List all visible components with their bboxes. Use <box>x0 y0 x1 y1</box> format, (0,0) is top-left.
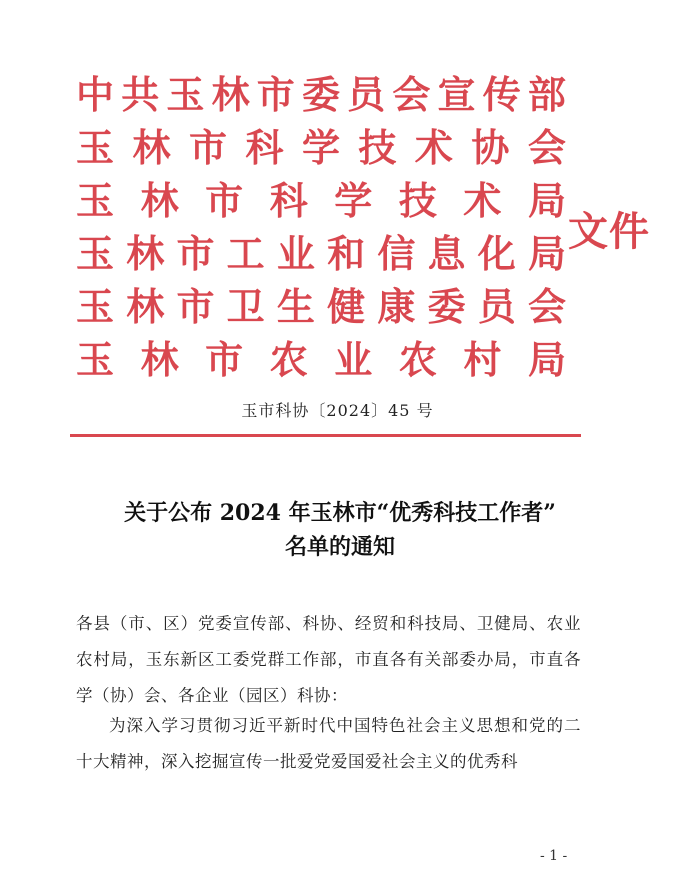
issuer-char: 玉 <box>76 125 115 170</box>
red-divider-line <box>70 434 581 437</box>
issuer-char: 农 <box>398 337 437 382</box>
issuer-char: 委 <box>301 72 340 117</box>
issuer-char: 员 <box>347 72 386 117</box>
issuer-char: 玉 <box>76 284 115 329</box>
document-title <box>70 496 610 564</box>
issuer-char: 业 <box>276 231 315 276</box>
issuer-char: 农 <box>269 337 308 382</box>
issuer-char: 健 <box>327 284 366 329</box>
title-line-1: 关于公布 2024 年玉林市“优秀科技工作者” <box>124 500 556 526</box>
issuer-char: 玉 <box>166 72 205 117</box>
issuer-char: 玉 <box>76 337 115 382</box>
issuer-char: 林 <box>132 125 171 170</box>
issuer-char: 市 <box>205 337 244 382</box>
issuer-char: 术 <box>414 125 453 170</box>
issuer-char: 科 <box>245 125 284 170</box>
issuer-char: 林 <box>126 231 165 276</box>
issuer-char: 会 <box>527 284 566 329</box>
addressee-paragraph: 各县（市、区）党委宣传部、科协、经贸和科技局、卫健局、农业农村局，玉东新区工委党群工作部，市直各有关部委办局，市直各学（协）会、各企业（园区）科协： <box>76 614 581 705</box>
issuer-char: 技 <box>398 178 437 223</box>
document-number: 玉市科协〔2024〕45 号 <box>241 401 434 420</box>
issuer-block <box>76 68 566 386</box>
issuer-char: 术 <box>463 178 502 223</box>
issuer-line <box>76 227 566 280</box>
issuer-char: 局 <box>527 231 566 276</box>
issuer-char: 生 <box>276 284 315 329</box>
issuer-char: 康 <box>377 284 416 329</box>
issuer-char: 共 <box>121 72 160 117</box>
issuer-char: 会 <box>527 125 566 170</box>
issuer-char: 林 <box>126 284 165 329</box>
title-line-2: 名单的通知 <box>284 534 395 560</box>
issuer-line <box>76 333 566 386</box>
issuer-char: 市 <box>188 125 227 170</box>
issuer-char: 学 <box>301 125 340 170</box>
issuer-line <box>76 68 566 121</box>
issuer-char: 市 <box>176 284 215 329</box>
issuer-char: 科 <box>269 178 308 223</box>
issuer-char: 卫 <box>226 284 265 329</box>
issuer-char: 息 <box>427 231 466 276</box>
issuer-char: 局 <box>527 337 566 382</box>
issuer-char: 部 <box>527 72 566 117</box>
issuer-char: 宣 <box>437 72 476 117</box>
issuer-line <box>76 174 566 227</box>
issuer-char: 林 <box>140 337 179 382</box>
issuer-char: 委 <box>427 284 466 329</box>
issuer-char: 市 <box>256 72 295 117</box>
issuer-char: 局 <box>527 178 566 223</box>
issuer-char: 林 <box>211 72 250 117</box>
issuer-char: 市 <box>205 178 244 223</box>
issuer-char: 村 <box>463 337 502 382</box>
issuer-char: 协 <box>471 125 510 170</box>
issuer-char: 信 <box>377 231 416 276</box>
issuer-char: 学 <box>334 178 373 223</box>
issuer-char: 玉 <box>76 178 115 223</box>
document-suffix: 文件 <box>568 208 650 255</box>
issuer-char: 员 <box>477 284 516 329</box>
issuer-char: 化 <box>477 231 516 276</box>
issuer-char: 技 <box>358 125 397 170</box>
issuer-char: 中 <box>76 72 115 117</box>
body-paragraph-1: 为深入学习贯彻习近平新时代中国特色社会主义思想和党的二十大精神，深入挖掘宣传一批爱党爱国爱社会主义的优秀科 <box>76 716 581 771</box>
issuer-char: 市 <box>176 231 215 276</box>
issuer-char: 传 <box>482 72 521 117</box>
issuer-char: 林 <box>140 178 179 223</box>
issuer-line <box>76 121 566 174</box>
issuer-char: 玉 <box>76 231 115 276</box>
issuer-char: 会 <box>392 72 431 117</box>
page-number: - 1 - <box>540 848 568 864</box>
issuer-char: 工 <box>226 231 265 276</box>
issuer-char: 业 <box>334 337 373 382</box>
issuer-char: 和 <box>327 231 366 276</box>
issuer-line <box>76 280 566 333</box>
